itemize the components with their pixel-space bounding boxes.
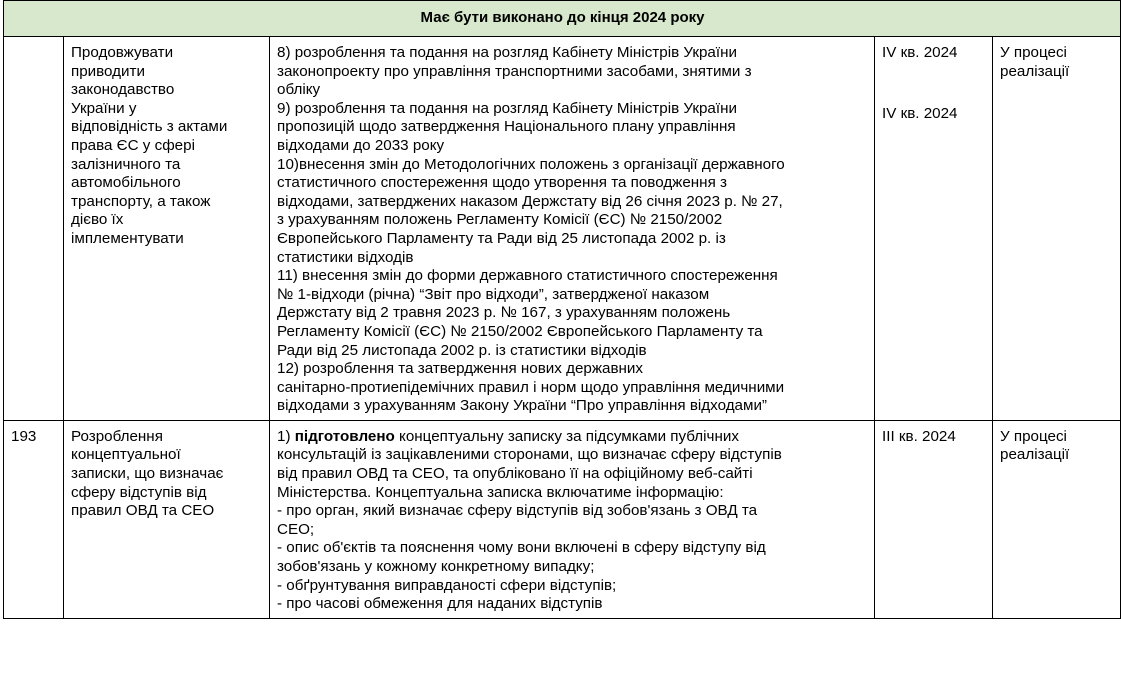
task-line: дієво їх xyxy=(71,211,124,229)
measure-line: пропозицій щодо затвердження Національного плану управління xyxy=(277,118,736,136)
measure-line: від правил ОВД та СЕО, та опубліковано її на офіційному веб-сайті xyxy=(277,465,753,483)
status-line: У процесі xyxy=(1000,44,1067,61)
table-row xyxy=(4,420,1121,618)
status-cell xyxy=(993,37,1121,421)
task-cell xyxy=(64,420,270,618)
measure-line: Регламенту Комісії (ЄС) № 2150/2002 Європейського Парламенту та xyxy=(277,322,763,340)
table-row xyxy=(4,37,1121,421)
measure-line: статистики відходів xyxy=(277,248,414,266)
measure-emphasis: підготовлено xyxy=(294,427,395,445)
measure-line: відходами з урахуванням Закону України “Про управління відходами” xyxy=(277,397,767,415)
task-line: залізничного та xyxy=(71,155,181,173)
deadline-text: IV кв. 2024 xyxy=(882,44,958,61)
task-line: правил ОВД та СЕО xyxy=(71,502,215,520)
measure-rest: концептуальну записку за підсумками публічних xyxy=(394,427,739,445)
measure-line: СЕО; xyxy=(277,520,315,538)
measure-line xyxy=(277,428,868,447)
task-line: сферу відступів від xyxy=(71,483,207,501)
measure-cell xyxy=(270,420,875,618)
measure-line: 8) розроблення та подання на розгляд Кабінету Міністрів України xyxy=(277,44,737,61)
task-line: Продовжувати xyxy=(71,44,174,61)
measure-line: законопроекту про управління транспортними засобами, знятими з xyxy=(277,62,752,80)
row-number: 193 xyxy=(4,420,64,618)
measure-line: - обґрунтування виправданості сфери відступів; xyxy=(277,576,617,594)
task-line: автомобільного xyxy=(71,174,181,192)
task-line: концептуальної xyxy=(71,446,181,464)
row-number xyxy=(4,37,64,421)
deadline-cell xyxy=(875,420,993,618)
measure-line: відходами, затверджених наказом Держстату від 26 січня 2023 р. № 27, xyxy=(277,192,783,210)
task-line: Розроблення xyxy=(71,427,163,445)
deadline-spacer xyxy=(882,63,986,105)
task-line: приводити xyxy=(71,62,145,80)
status-line: У процесі xyxy=(1000,427,1067,445)
measure-line: - опис об'єктів та пояснення чому вони включені в сферу відступу від xyxy=(277,539,766,557)
task-cell xyxy=(64,37,270,421)
status-line: реалізації xyxy=(1000,446,1070,464)
section-header: Має бути виконано до кінця 2024 року xyxy=(4,1,1121,37)
measure-line: 10)внесення змін до Методологічних положень з організації державного xyxy=(277,155,785,173)
measure-line: з урахуванням положень Регламенту Комісії (ЄС) № 2150/2002 xyxy=(277,211,723,229)
measure-line: Держстату від 2 травня 2023 р. № 167, з урахуванням положень xyxy=(277,304,731,322)
measure-line: 9) розроблення та подання на розгляд Кабінету Міністрів України xyxy=(277,99,737,117)
measure-line: обліку xyxy=(277,81,321,99)
measure-line: зобов'язань у кожному конкретному випадку; xyxy=(277,558,595,576)
measure-line: Європейського Парламенту та Ради від 25 листопада 2002 р. із xyxy=(277,229,726,247)
measure-cell xyxy=(270,37,875,421)
measure-line: відходами до 2033 року xyxy=(277,136,445,154)
task-line: відповідність з актами xyxy=(71,118,228,136)
measure-line: - про часові обмеження для наданих відступів xyxy=(277,595,603,613)
measure-line: консультацій із зацікавленими сторонами, що визначає сферу відступів xyxy=(277,446,782,464)
measure-line: 11) внесення змін до форми державного статистичного спостереження xyxy=(277,267,778,285)
task-line: України у xyxy=(71,99,137,117)
measures-table xyxy=(3,0,1121,619)
measure-line: санітарно-протиепідемічних правил і норм щодо управління медичними xyxy=(277,378,785,396)
measure-line: - про орган, який визначає сферу відступів від зобов'язань з ОВД та xyxy=(277,502,758,520)
status-cell xyxy=(993,420,1121,618)
deadline-text: III кв. 2024 xyxy=(882,427,956,445)
measure-prefix: 1) xyxy=(277,427,295,445)
measure-line: Міністерства. Концептуальна записка включатиме інформацію: xyxy=(277,483,724,501)
deadline-cell xyxy=(875,37,993,421)
deadline-text: IV кв. 2024 xyxy=(882,104,958,122)
measure-line: 12) розроблення та затвердження нових державних xyxy=(277,360,643,378)
measure-line: № 1-відходи (річна) “Звіт про відходи”, затвердженої наказом xyxy=(277,285,710,303)
task-line: законодавство xyxy=(71,81,175,99)
measure-line: Ради від 25 листопада 2002 р. із статистики відходів xyxy=(277,341,647,359)
task-line: транспорту, а також xyxy=(71,192,211,210)
status-line: реалізації xyxy=(1000,62,1070,80)
task-line: записки, що визначає xyxy=(71,465,224,483)
task-line: права ЄС у сфері xyxy=(71,136,195,154)
section-header-row xyxy=(4,1,1121,37)
task-line: імплементувати xyxy=(71,229,184,247)
measure-line: статистичного спостереження щодо утворення та поводження з xyxy=(277,174,727,192)
